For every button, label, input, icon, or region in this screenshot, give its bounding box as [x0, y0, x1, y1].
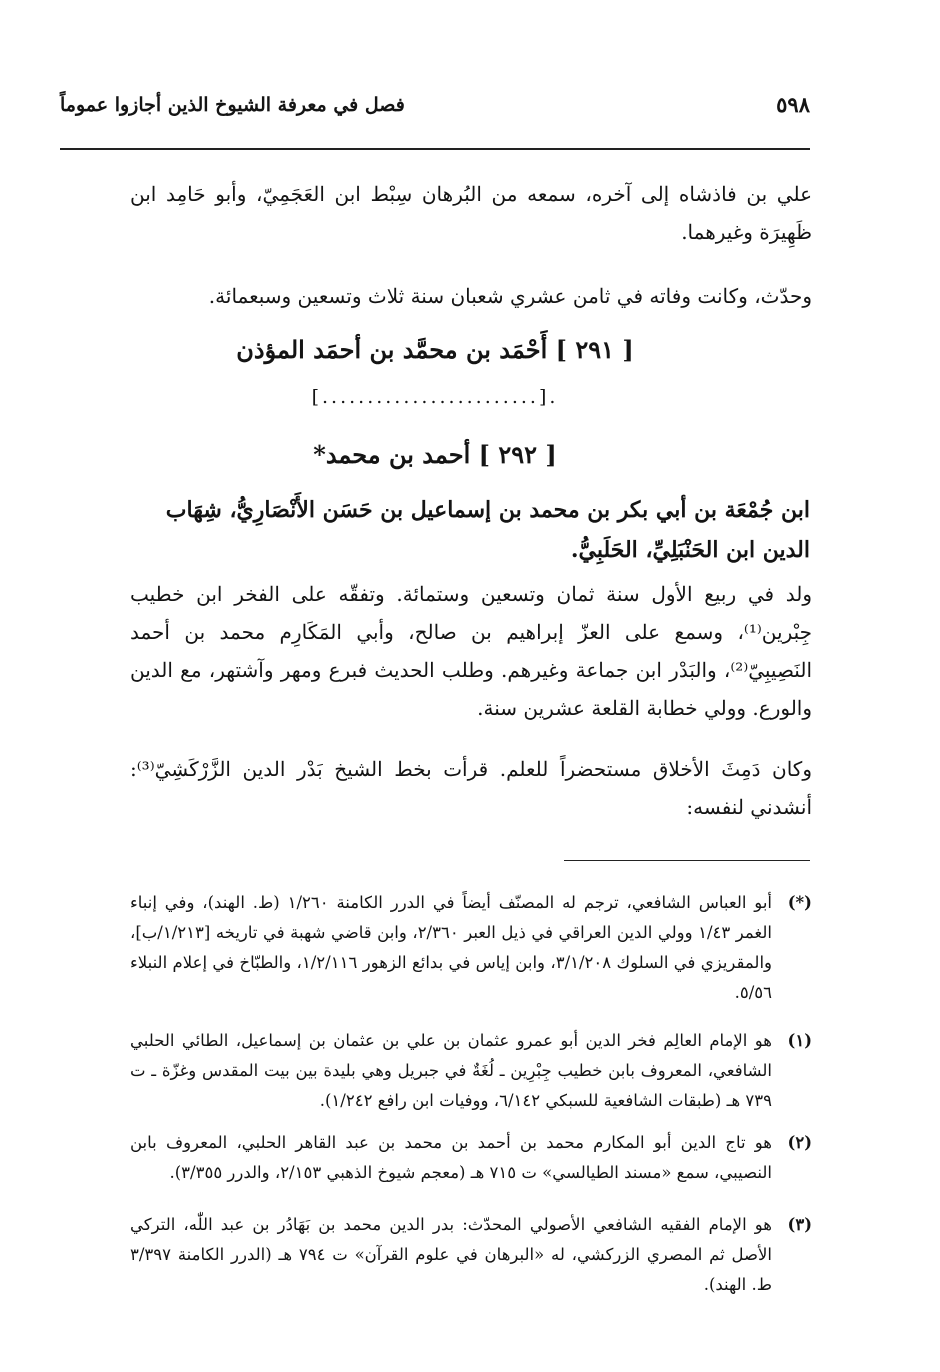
- footnote-marker: (٣): [787, 1215, 812, 1234]
- entry-292-title: [ ٢٩٢ ] أحمد بن محمد*: [313, 440, 557, 469]
- page-number: ٥٩٨: [776, 92, 810, 117]
- paragraph-death-date: وحدّث، وكانت وفاته في ثامن عشري شعبان سنة ثلاث وتسعين وسبعمائة.: [208, 284, 812, 308]
- footnote-marker: (٢): [787, 1133, 812, 1152]
- page-header: [60, 92, 810, 126]
- footnote-text: أبو العباس الشافعي، ترجم له المصنّف أيضاً في الدرر الكامنة ١/٢٦٠ (ط. الهند)، وفي إنباء الغمر ١/٤٣ وولي الدين العراقي في ذيل العبر ٢/٣٦٠، وابن قاضي شهبة في تاريخه [١/٢١٣/ب]، والمقريزي في السلوك ٣/١/٢٠٨، وابن إياس في بدائع الزهور ١/٢/١١٦، والطبّاخ في إعلام النبلاء ٥/٥٦.: [130, 893, 772, 1002]
- footnotes-rule: [564, 860, 810, 861]
- paragraph-biography: ولد في ربيع الأول سنة ثمان وتسعين وستمائة. وتفقّه على الفخر ابن خطيب جِبْرين⁽¹⁾، وسمع على العزّ إبراهيم بن صالح، وأبي المَكَارِم محمد بن أحمد النَصِيبِيّ⁽²⁾، والبَدْر ابن جماعة وغيرهم. وطلب الحديث فبرع ومهر وآشتهر، مع الدين والورع. وولي خطابة القلعة عشرين سنة.: [130, 582, 812, 720]
- header-rule: [60, 148, 810, 150]
- entry-292-lineage: ابن جُمْعَة بن أبي بكر بن محمد بن إسماعيل بن حَسَن الأَنْصَارِيُّ، شِهَاب الدين ابن الحَنْبَلِيِّ، الحَلَبِيُّ.: [165, 497, 810, 563]
- footnote-text: هو الإمام الفقيه الشافعي الأصولي المحدّث: بدر الدين محمد بن بَهَادُر بن عبد اللّٰه، التركي الأصل ثم المصري الزركشي، له «البرهان في علوم القرآن» ت ٧٩٤ هـ (الدرر الكامنة ٣/٣٩٧ ط. الهند).: [130, 1215, 772, 1294]
- footnote: [130, 1128, 812, 1188]
- entry-291-title: [ ٢٩١ ] أَحْمَد بن محمَّد بن أحمَد المؤذن: [236, 335, 634, 364]
- footnote-marker: (١): [787, 1031, 812, 1050]
- footnote-marker: (*): [787, 893, 812, 912]
- footnote-text: هو تاج الدين أبو المكارم محمد بن أحمد بن محمد بن عبد القاهر الحلبي، المعروف بابن النصيبي، سمع «مسند الطيالسي» ت ٧١٥ هـ (معجم شيوخ الذهبي ٢/١٥٣، والدرر ٣/٣٥٥).: [130, 1133, 772, 1182]
- footnote: [130, 1026, 812, 1116]
- running-title: فصل في معرفة الشيوخ الذين أجازوا عموماً: [60, 94, 405, 116]
- paragraph-character: وكان دَمِثَ الأخلاق مستحضراً للعلم. قرأت بخط الشيخ بَدْر الدين الزَّرْكَشِيّ⁽³⁾: أنشدني لنفسه:: [130, 757, 812, 819]
- entry-291-placeholder: [........................].: [311, 386, 559, 408]
- footnote: [130, 888, 812, 1008]
- paragraph-continuation: علي بن فاذشاه إلى آخره، سمعه من البُرهان سِبْط ابن العَجَمِيّ، وأبو حَامِد ابن ظَهِيرَة وغيرهما.: [130, 182, 812, 244]
- footnote: [130, 1210, 812, 1300]
- footnote-text: هو الإمام العالِم فخر الدين أبو عمرو عثمان بن علي بن عثمان بن إسماعيل، الطائي الحلبي الشافعي، المعروف بابن خطيب جِبْرِين ـ لُغَةٌ في جبريل وهي بليدة بين بيت المقدس وغزّة ـ ت ٧٣٩ هـ (طبقات الشافعية للسبكي ٦/١٤٢، ووفيات ابن رافع ١/٢٤٢).: [130, 1031, 772, 1110]
